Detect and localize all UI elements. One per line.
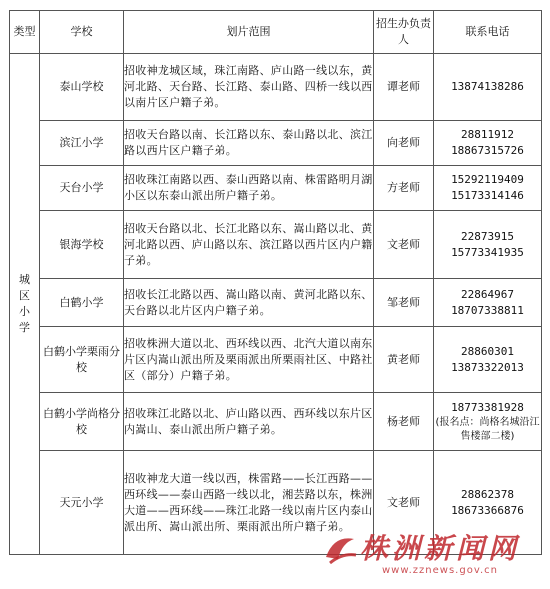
phone-number: 15773341935	[451, 245, 524, 259]
phone-number: 18707338811	[451, 303, 524, 317]
table-row	[10, 211, 542, 279]
school-name: 泰山学校	[40, 54, 124, 121]
contact-person: 方老师	[374, 166, 434, 211]
district-label: 城区小学	[19, 273, 30, 334]
header-phone: 联系电话	[434, 11, 542, 54]
table-row	[10, 166, 542, 211]
enrollment-range: 招收珠江南路以西、泰山西路以南、株雷路明月湖小区以东泰山派出所户籍子弟。	[124, 166, 374, 211]
header-school: 学校	[40, 11, 124, 54]
watermark-text: 株洲新闻网	[360, 532, 521, 565]
registration-note: (报名点：尚格名城沿江售楼部二楼)	[435, 416, 540, 442]
contact-phone	[434, 279, 542, 327]
enrollment-range: 招收神龙城区域，珠江南路、庐山路一线以东，黄河北路、天台路、长江路、泰山路、四桥一线以西以南片区户籍子弟。	[124, 54, 374, 121]
school-name: 天台小学	[40, 166, 124, 211]
header-range: 划片范围	[124, 11, 374, 54]
phone-number: 22864967	[461, 287, 514, 301]
school-name: 滨江小学	[40, 121, 124, 166]
enrollment-range: 招收天台路以南、长江路以东、泰山路以北、滨江路以西片区户籍子弟。	[124, 121, 374, 166]
school-name: 天元小学	[40, 451, 124, 555]
enrollment-range: 招收神龙大道一线以西，株雷路——长江西路——西环线——泰山西路一线以北，湘芸路以东，株洲大道——西环线——珠江北路一线以南片区内泰山派出所、嵩山派出所、栗雨派出所户籍子弟。	[124, 451, 374, 555]
contact-phone	[434, 327, 542, 393]
header-person: 招生办负责人	[374, 11, 434, 54]
enrollment-range: 招收长江北路以西、嵩山路以南、黄河北路以东、天台路以北片区内户籍子弟。	[124, 279, 374, 327]
phone-number: 28811912	[461, 128, 514, 141]
watermark-url: www.zznews.gov.cn	[382, 565, 498, 576]
phone-number: 28862378	[461, 487, 514, 501]
contact-person: 向老师	[374, 121, 434, 166]
contact-person: 文老师	[374, 451, 434, 555]
phone-number: 18867315726	[451, 144, 524, 157]
table-row	[10, 393, 542, 451]
school-name: 白鹤小学尚格分校	[40, 393, 124, 451]
phone-number: 15173314146	[451, 189, 524, 202]
enrollment-range: 招收株洲大道以北、西环线以西、北汽大道以南东片区内嵩山派出所及栗雨派出所栗雨社区、中路社区（部分）户籍子弟。	[124, 327, 374, 393]
enrollment-table	[9, 10, 542, 555]
header-type: 类型	[10, 11, 40, 54]
contact-phone	[434, 393, 542, 451]
contact-person: 文老师	[374, 211, 434, 279]
contact-person: 邹老师	[374, 279, 434, 327]
district-type-cell	[10, 54, 40, 555]
table-header-row	[10, 11, 542, 54]
phone-number: 13874138286	[451, 80, 524, 93]
enrollment-range: 招收天台路以北、长江北路以东、嵩山路以北、黄河北路以西、庐山路以东、滨江路以西片区内户籍子弟。	[124, 211, 374, 279]
contact-person: 杨老师	[374, 393, 434, 451]
phone-number: 18773381928	[451, 400, 524, 414]
phone-number: 13873322013	[451, 360, 524, 374]
table-row	[10, 279, 542, 327]
news-logo-icon	[320, 529, 360, 569]
contact-person: 黄老师	[374, 327, 434, 393]
phone-number: 18673366876	[451, 503, 524, 517]
contact-phone	[434, 211, 542, 279]
phone-number: 28860301	[461, 344, 514, 358]
contact-phone	[434, 166, 542, 211]
contact-phone	[434, 54, 542, 121]
table-row	[10, 327, 542, 393]
school-name: 白鹤小学栗雨分校	[40, 327, 124, 393]
contact-phone	[434, 121, 542, 166]
contact-person: 谭老师	[374, 54, 434, 121]
phone-number: 15292119409	[451, 173, 524, 186]
watermark	[320, 523, 542, 583]
phone-number: 22873915	[461, 229, 514, 243]
enrollment-range: 招收珠江北路以北、庐山路以西、西环线以东片区内嵩山、泰山派出所户籍子弟。	[124, 393, 374, 451]
table-row	[10, 121, 542, 166]
school-name: 白鹤小学	[40, 279, 124, 327]
school-name: 银海学校	[40, 211, 124, 279]
table-row	[10, 54, 542, 121]
